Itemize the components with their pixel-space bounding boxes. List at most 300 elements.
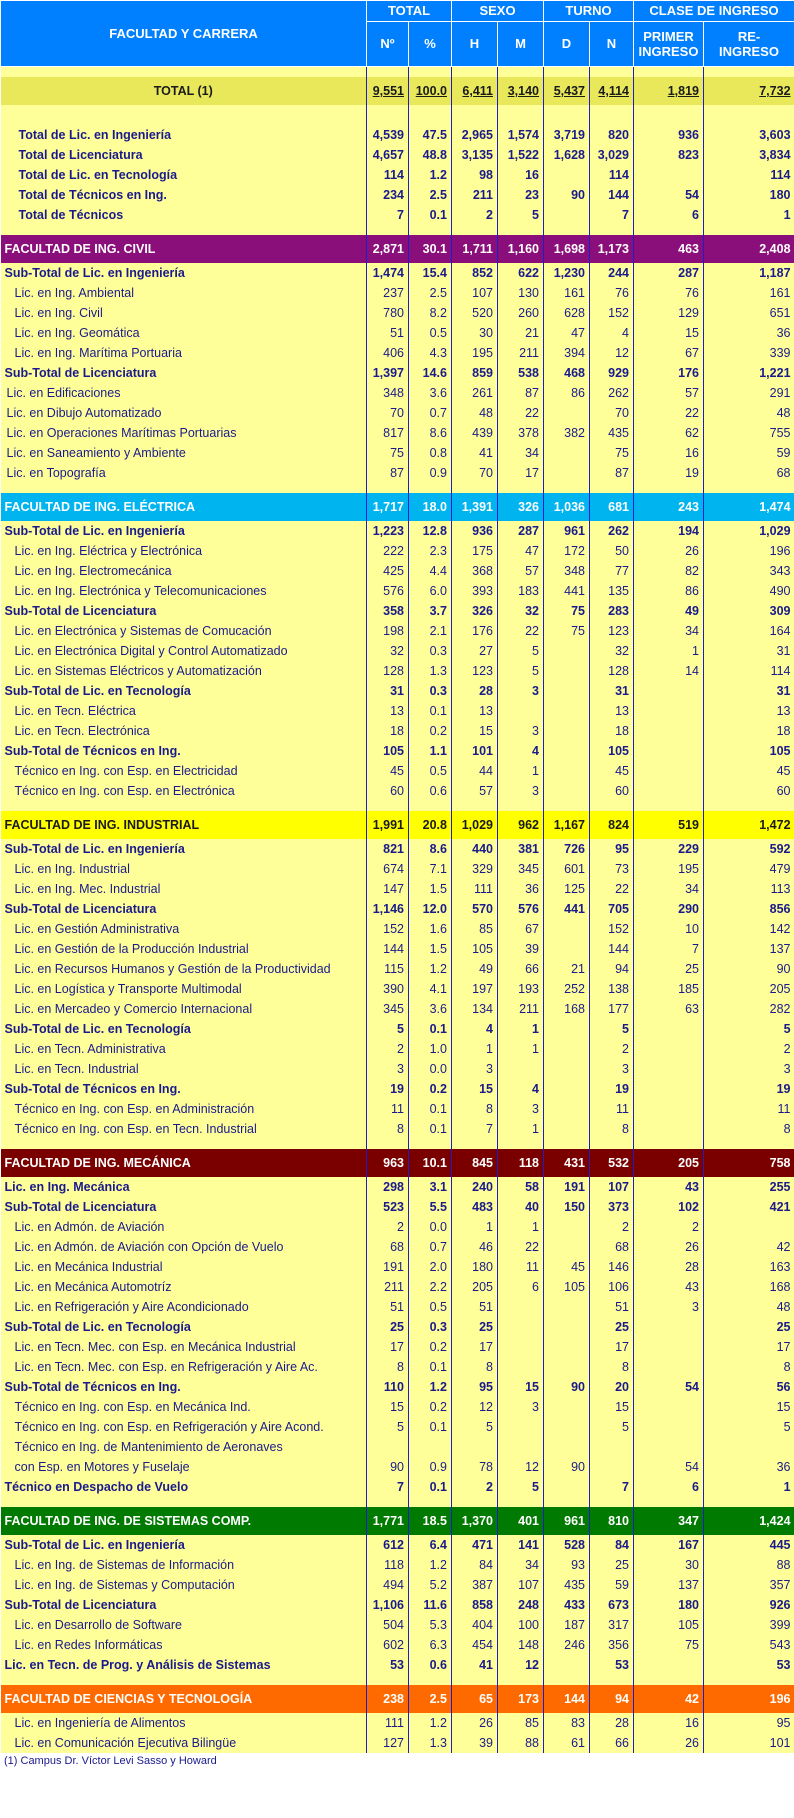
cell-value: 20.8: [409, 811, 452, 839]
cell-value: [634, 741, 704, 761]
cell-value: [634, 1655, 704, 1675]
cell-value: 435: [544, 1575, 590, 1595]
row-label: Lic. en Admón. de Aviación con Opción de Vuelo: [1, 1237, 367, 1257]
cell-value: 628: [544, 303, 590, 323]
row-label: Total de Lic. en Tecnología: [1, 165, 367, 185]
cell-value: 290: [634, 899, 704, 919]
cell-value: 5: [498, 661, 544, 681]
cell-value: 36: [704, 1457, 794, 1477]
cell-value: 287: [634, 263, 704, 283]
cell-value: 19: [704, 1079, 794, 1099]
cell-value: 180: [704, 185, 794, 205]
cell-value: 19: [634, 463, 704, 483]
cell-value: 4,114: [590, 77, 634, 105]
cell-value: [704, 1437, 794, 1457]
cell-value: 12: [452, 1397, 498, 1417]
spacer-cell: [590, 225, 634, 235]
cell-value: [634, 1079, 704, 1099]
header-col-d: D: [544, 22, 590, 67]
faculty-row: [1, 1507, 794, 1535]
cell-value: 187: [544, 1615, 590, 1635]
table-row: [1, 879, 794, 899]
cell-value: 101: [452, 741, 498, 761]
cell-value: 817: [367, 423, 409, 443]
spacer-row: [1, 115, 794, 125]
spacer-cell: [409, 115, 452, 125]
cell-value: 111: [452, 879, 498, 899]
header-group-sexo: SEXO: [452, 1, 544, 22]
cell-value: 19: [590, 1079, 634, 1099]
header-group-turno: TURNO: [544, 1, 634, 22]
cell-value: 191: [544, 1177, 590, 1197]
cell-value: 856: [704, 899, 794, 919]
row-label: FACULTAD DE CIENCIAS Y TECNOLOGÍA: [1, 1685, 367, 1713]
cell-value: 58: [498, 1177, 544, 1197]
cell-value: 144: [544, 1685, 590, 1713]
cell-value: 0.2: [409, 1337, 452, 1357]
table-row: [1, 125, 794, 145]
table-row: [1, 463, 794, 483]
table-row: [1, 1059, 794, 1079]
row-label: Sub-Total de Licenciatura: [1, 1197, 367, 1217]
row-label: Lic. en Tecn. Industrial: [1, 1059, 367, 1079]
cell-value: [544, 205, 590, 225]
cell-value: 1,036: [544, 493, 590, 521]
table-row: [1, 1477, 794, 1497]
header-col-pct: %: [409, 22, 452, 67]
spacer-cell: [544, 67, 590, 78]
cell-value: 40: [498, 1197, 544, 1217]
cell-value: 726: [544, 839, 590, 859]
table-row: [1, 1257, 794, 1277]
cell-value: 1,167: [544, 811, 590, 839]
cell-value: 60: [590, 781, 634, 801]
cell-value: 77: [590, 561, 634, 581]
cell-value: 622: [498, 263, 544, 283]
cell-value: 348: [367, 383, 409, 403]
cell-value: 54: [634, 185, 704, 205]
spacer-cell: [498, 67, 544, 78]
cell-value: 107: [590, 1177, 634, 1197]
cell-value: 5.3: [409, 1615, 452, 1635]
cell-value: 51: [367, 1297, 409, 1317]
cell-value: 4: [498, 741, 544, 761]
cell-value: 152: [367, 919, 409, 939]
table-row: [1, 1019, 794, 1039]
cell-value: 94: [590, 1685, 634, 1713]
cell-value: 83: [544, 1713, 590, 1733]
row-label: Sub-Total de Licenciatura: [1, 363, 367, 383]
cell-value: 1,160: [498, 235, 544, 263]
cell-value: 0.1: [409, 1477, 452, 1497]
cell-value: 343: [704, 561, 794, 581]
row-label: Técnico en Ing. con Esp. en Electricidad: [1, 761, 367, 781]
cell-value: 14.6: [409, 363, 452, 383]
row-label: Total de Técnicos: [1, 205, 367, 225]
table-row: [1, 1457, 794, 1477]
cell-value: 810: [590, 1507, 634, 1535]
cell-value: 113: [704, 879, 794, 899]
cell-value: [704, 1217, 794, 1237]
spacer-cell: [367, 115, 409, 125]
cell-value: 246: [544, 1635, 590, 1655]
spacer-cell: [452, 67, 498, 78]
cell-value: 317: [590, 1615, 634, 1635]
table-row: [1, 1357, 794, 1377]
cell-value: 20: [590, 1377, 634, 1397]
cell-value: 22: [498, 621, 544, 641]
spacer-cell: [1, 1675, 367, 1685]
cell-value: 31: [367, 681, 409, 701]
cell-value: 576: [367, 581, 409, 601]
cell-value: 15.4: [409, 263, 452, 283]
cell-value: 137: [704, 939, 794, 959]
cell-value: 176: [634, 363, 704, 383]
table-row: [1, 1595, 794, 1615]
cell-value: 173: [498, 1685, 544, 1713]
cell-value: 193: [498, 979, 544, 999]
cell-value: 11: [590, 1099, 634, 1119]
cell-value: 441: [544, 899, 590, 919]
cell-value: 820: [590, 125, 634, 145]
cell-value: 100: [498, 1615, 544, 1635]
cell-value: 283: [590, 601, 634, 621]
cell-value: 345: [367, 999, 409, 1019]
cell-value: 61: [544, 1733, 590, 1753]
spacer-cell: [367, 483, 409, 493]
spacer-cell: [544, 115, 590, 125]
cell-value: [498, 701, 544, 721]
cell-value: 3,603: [704, 125, 794, 145]
table-row: [1, 1099, 794, 1119]
cell-value: 439: [452, 423, 498, 443]
cell-value: 1.2: [409, 1713, 452, 1733]
cell-value: 15: [452, 1079, 498, 1099]
cell-value: 45: [544, 1257, 590, 1277]
cell-value: 4.1: [409, 979, 452, 999]
cell-value: 262: [590, 383, 634, 403]
cell-value: 114: [367, 165, 409, 185]
spacer-cell: [452, 105, 498, 115]
cell-value: 13: [704, 701, 794, 721]
cell-value: 4.3: [409, 343, 452, 363]
cell-value: 68: [704, 463, 794, 483]
cell-value: 1,574: [498, 125, 544, 145]
cell-value: 4: [498, 1079, 544, 1099]
cell-value: 93: [544, 1555, 590, 1575]
cell-value: 36: [704, 323, 794, 343]
cell-value: 148: [498, 1635, 544, 1655]
cell-value: 1.6: [409, 919, 452, 939]
cell-value: 7: [452, 1119, 498, 1139]
cell-value: 387: [452, 1575, 498, 1595]
cell-value: 107: [498, 1575, 544, 1595]
cell-value: 2: [452, 205, 498, 225]
spacer-cell: [590, 115, 634, 125]
row-label: FACULTAD DE ING. MECÁNICA: [1, 1149, 367, 1177]
row-label: Lic. en Edificaciones: [1, 383, 367, 403]
cell-value: 1,187: [704, 263, 794, 283]
row-label: Lic. en Redes Informáticas: [1, 1635, 367, 1655]
cell-value: 10: [634, 919, 704, 939]
cell-value: [544, 443, 590, 463]
table-row: [1, 165, 794, 185]
cell-value: 852: [452, 263, 498, 283]
row-label: Lic. en Refrigeración y Aire Acondicionado: [1, 1297, 367, 1317]
cell-value: 1.2: [409, 1377, 452, 1397]
cell-value: 45: [367, 761, 409, 781]
cell-value: 0.0: [409, 1059, 452, 1079]
cell-value: [544, 701, 590, 721]
cell-value: 59: [590, 1575, 634, 1595]
cell-value: 197: [452, 979, 498, 999]
cell-value: 824: [590, 811, 634, 839]
cell-value: 282: [704, 999, 794, 1019]
cell-value: 25: [452, 1317, 498, 1337]
cell-value: 399: [704, 1615, 794, 1635]
row-label: Sub-Total de Licenciatura: [1, 601, 367, 621]
cell-value: 1.3: [409, 1733, 452, 1753]
cell-value: 0.8: [409, 443, 452, 463]
cell-value: [544, 1059, 590, 1079]
cell-value: 5: [452, 1417, 498, 1437]
cell-value: [409, 1437, 452, 1457]
cell-value: 755: [704, 423, 794, 443]
cell-value: 2: [634, 1217, 704, 1237]
cell-value: 138: [590, 979, 634, 999]
cell-value: 1: [498, 1217, 544, 1237]
cell-value: 47: [498, 541, 544, 561]
header-col-h: H: [452, 22, 498, 67]
cell-value: 11: [498, 1257, 544, 1277]
cell-value: [498, 1337, 544, 1357]
cell-value: 54: [634, 1457, 704, 1477]
cell-value: 2: [452, 1477, 498, 1497]
cell-value: 961: [544, 521, 590, 541]
cell-value: 1,146: [367, 899, 409, 919]
cell-value: 601: [544, 859, 590, 879]
row-label: Lic. en Ing. Geomática: [1, 323, 367, 343]
table-row: [1, 1237, 794, 1257]
cell-value: [544, 463, 590, 483]
cell-value: 345: [498, 859, 544, 879]
cell-value: [544, 1119, 590, 1139]
cell-value: 95: [704, 1713, 794, 1733]
spacer-cell: [367, 67, 409, 78]
cell-value: 50: [590, 541, 634, 561]
cell-value: 262: [590, 521, 634, 541]
spacer-cell: [704, 67, 794, 78]
table-row: [1, 1575, 794, 1595]
cell-value: 298: [367, 1177, 409, 1197]
cell-value: 543: [704, 1635, 794, 1655]
row-label: Técnico en Ing. con Esp. en Tecn. Industrial: [1, 1119, 367, 1139]
cell-value: [634, 1099, 704, 1119]
cell-value: 107: [452, 283, 498, 303]
table-row: [1, 403, 794, 423]
cell-value: 2.5: [409, 185, 452, 205]
row-label: Sub-Total de Técnicos en Ing.: [1, 1377, 367, 1397]
table-row: [1, 561, 794, 581]
cell-value: 152: [590, 919, 634, 939]
cell-value: 84: [452, 1555, 498, 1575]
spacer-cell: [544, 483, 590, 493]
table-row: [1, 303, 794, 323]
cell-value: [544, 721, 590, 741]
cell-value: 0.5: [409, 761, 452, 781]
spacer-cell: [409, 1675, 452, 1685]
cell-value: 1,391: [452, 493, 498, 521]
cell-value: 1: [704, 205, 794, 225]
cell-value: 94: [590, 959, 634, 979]
cell-value: 49: [452, 959, 498, 979]
spacer-cell: [367, 1675, 409, 1685]
cell-value: 1.5: [409, 879, 452, 899]
cell-value: 6.4: [409, 1535, 452, 1555]
cell-value: [544, 681, 590, 701]
cell-value: 356: [590, 1635, 634, 1655]
cell-value: 373: [590, 1197, 634, 1217]
cell-value: 348: [544, 561, 590, 581]
row-label: Lic. en Gestión Administrativa: [1, 919, 367, 939]
cell-value: 3: [590, 1059, 634, 1079]
cell-value: 2.0: [409, 1257, 452, 1277]
spacer-cell: [452, 225, 498, 235]
spacer-cell: [409, 483, 452, 493]
cell-value: 12: [498, 1655, 544, 1675]
table-row: [1, 1655, 794, 1675]
cell-value: 142: [704, 919, 794, 939]
cell-value: 70: [367, 403, 409, 423]
row-label: Lic. en Ing. de Sistemas y Computación: [1, 1575, 367, 1595]
cell-value: 16: [498, 165, 544, 185]
spacer-cell: [452, 1139, 498, 1149]
cell-value: 17: [452, 1337, 498, 1357]
cell-value: 84: [590, 1535, 634, 1555]
cell-value: 57: [452, 781, 498, 801]
cell-value: 45: [590, 761, 634, 781]
cell-value: 141: [498, 1535, 544, 1555]
cell-value: 4.4: [409, 561, 452, 581]
cell-value: 75: [590, 443, 634, 463]
cell-value: 758: [704, 1149, 794, 1177]
cell-value: 0.1: [409, 1099, 452, 1119]
cell-value: 16: [634, 443, 704, 463]
cell-value: 936: [634, 125, 704, 145]
cell-value: 34: [498, 1555, 544, 1575]
cell-value: 191: [367, 1257, 409, 1277]
header-col-m: M: [498, 22, 544, 67]
cell-value: 15: [590, 1397, 634, 1417]
cell-value: 3,834: [704, 145, 794, 165]
cell-value: 406: [367, 343, 409, 363]
cell-value: 22: [498, 1237, 544, 1257]
spacer-cell: [634, 115, 704, 125]
cell-value: 7: [367, 205, 409, 225]
table-row: [1, 541, 794, 561]
cell-value: 66: [590, 1733, 634, 1753]
cell-value: 3: [498, 1397, 544, 1417]
cell-value: 4: [452, 1019, 498, 1039]
row-label: Lic. en Mecánica Industrial: [1, 1257, 367, 1277]
spacer-cell: [1, 115, 367, 125]
cell-value: 2: [367, 1039, 409, 1059]
cell-value: 105: [367, 741, 409, 761]
cell-value: 5: [498, 205, 544, 225]
cell-value: [452, 1437, 498, 1457]
row-label: Técnico en Ing. de Mantenimiento de Aeronaves: [1, 1437, 367, 1457]
cell-value: 2.2: [409, 1277, 452, 1297]
cell-value: 46: [452, 1237, 498, 1257]
spacer-cell: [634, 483, 704, 493]
row-label: Lic. en Ing. Mecánica: [1, 1177, 367, 1197]
table-row: [1, 741, 794, 761]
spacer-cell: [1, 801, 367, 811]
cell-value: [498, 1437, 544, 1457]
cell-value: 0.5: [409, 1297, 452, 1317]
cell-value: 240: [452, 1177, 498, 1197]
cell-value: [634, 781, 704, 801]
spacer-row: [1, 225, 794, 235]
spacer-cell: [498, 105, 544, 115]
spacer-cell: [498, 1497, 544, 1507]
cell-value: 0.2: [409, 1397, 452, 1417]
cell-value: 31: [704, 681, 794, 701]
cell-value: 211: [498, 999, 544, 1019]
faculty-row: [1, 1685, 794, 1713]
cell-value: 6: [634, 205, 704, 225]
cell-value: 75: [544, 621, 590, 641]
cell-value: 962: [498, 811, 544, 839]
row-label: Total de Licenciatura: [1, 145, 367, 165]
cell-value: 175: [452, 541, 498, 561]
table-row: [1, 1217, 794, 1237]
cell-value: 681: [590, 493, 634, 521]
cell-value: 25: [704, 1317, 794, 1337]
cell-value: 90: [704, 959, 794, 979]
cell-value: 18: [367, 721, 409, 741]
cell-value: [498, 1357, 544, 1377]
cell-value: 128: [367, 661, 409, 681]
cell-value: 102: [634, 1197, 704, 1217]
faculty-row: [1, 235, 794, 263]
spacer-cell: [498, 225, 544, 235]
header-col-n: Nº: [367, 22, 409, 67]
cell-value: 30.1: [409, 235, 452, 263]
table-row: [1, 701, 794, 721]
cell-value: 1,029: [452, 811, 498, 839]
table-row: [1, 1417, 794, 1437]
cell-value: 144: [367, 939, 409, 959]
cell-value: [544, 1237, 590, 1257]
cell-value: 163: [704, 1257, 794, 1277]
table-row: [1, 681, 794, 701]
header-group-total: TOTAL: [367, 1, 452, 22]
spacer-cell: [544, 105, 590, 115]
cell-value: [498, 1297, 544, 1317]
cell-value: 1: [498, 1039, 544, 1059]
row-label: Lic. en Electrónica Digital y Control Automatizado: [1, 641, 367, 661]
cell-value: 12: [498, 1457, 544, 1477]
cell-value: 1.5: [409, 939, 452, 959]
cell-value: 118: [498, 1149, 544, 1177]
spacer-cell: [498, 115, 544, 125]
cell-value: 57: [634, 383, 704, 403]
row-label: Lic. en Logística y Transporte Multimodal: [1, 979, 367, 999]
cell-value: [590, 1457, 634, 1477]
cell-value: 1.2: [409, 959, 452, 979]
cell-value: 1,717: [367, 493, 409, 521]
